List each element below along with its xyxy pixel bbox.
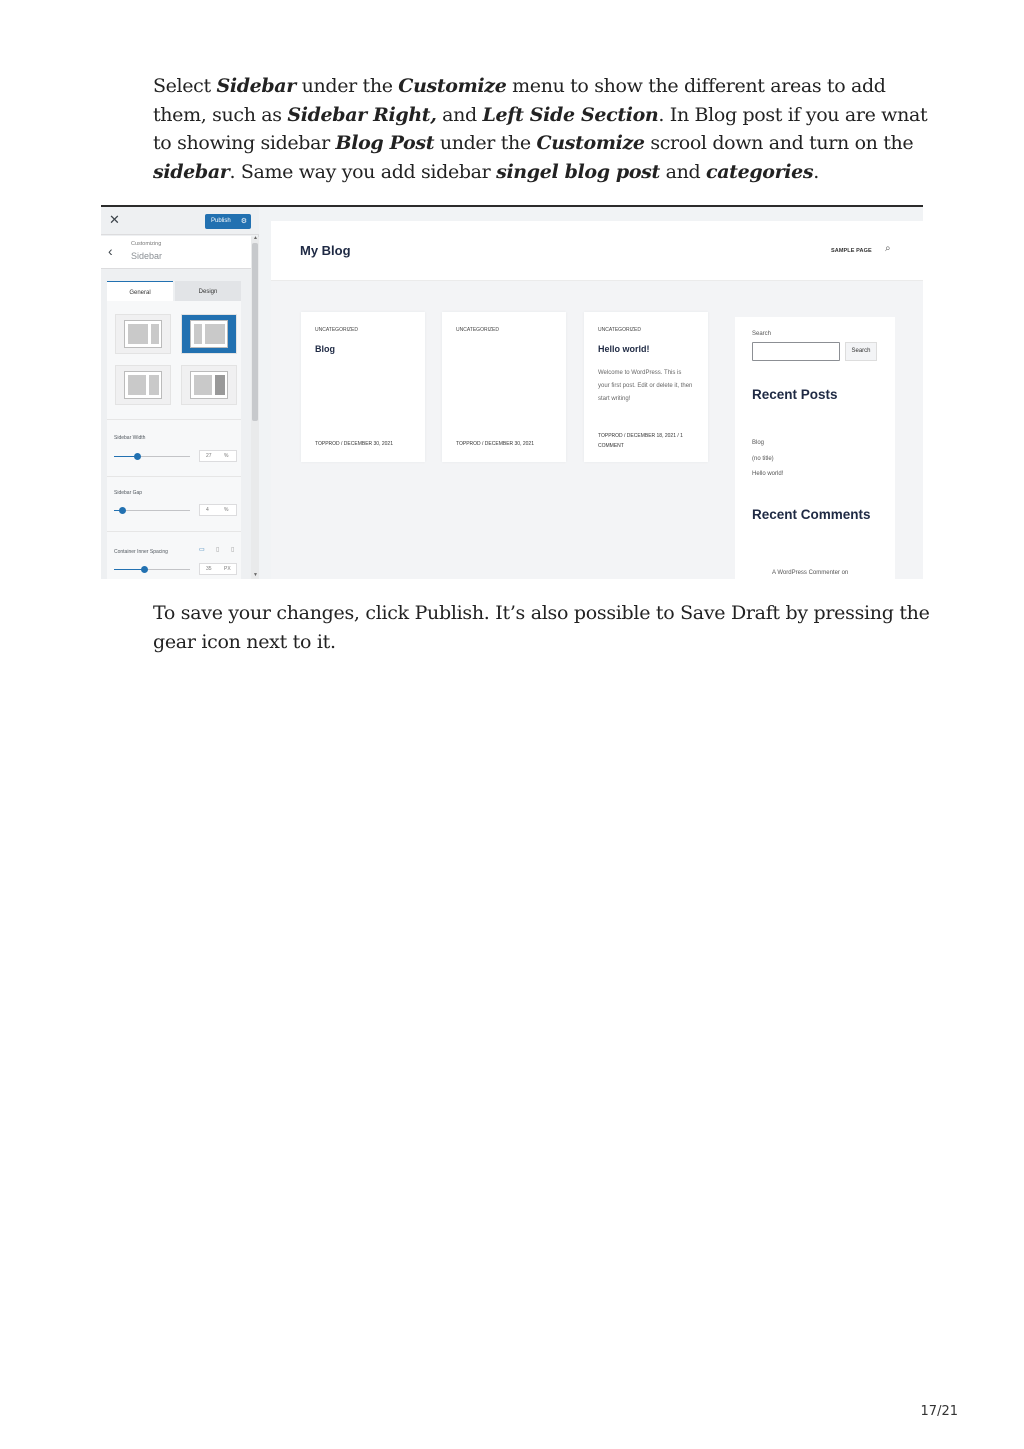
emphasis-singel-blog-post: singel blog post (496, 160, 660, 183)
recent-comment-link[interactable]: A WordPress Commenter on (772, 570, 849, 576)
emphasis-left-side-section: Left Side Section (482, 103, 659, 126)
sidebar-gap-input[interactable]: 4 % (199, 504, 237, 516)
recent-post-link[interactable]: (no title) (752, 456, 774, 462)
customizer-topbar (101, 207, 259, 235)
sidebar-gap-label: Sidebar Gap (114, 490, 143, 496)
outro-paragraph: To save your changes, click Publish. It’s also possible to Save Draft by pressing the gear icon next to it. (153, 602, 930, 653)
post-card[interactable] (442, 312, 566, 462)
desktop-icon[interactable]: ▭ (199, 547, 205, 553)
divider (107, 531, 241, 532)
emphasis-customize-2: Customize (536, 132, 645, 154)
emphasis-categories: categories (706, 160, 814, 183)
customizer-tabs (107, 281, 241, 301)
layout-option-sidebar-left[interactable] (181, 314, 237, 354)
sidebar-width-label: Sidebar Width (114, 435, 146, 441)
post-card[interactable] (584, 312, 708, 462)
recent-post-link[interactable]: Hello world! (752, 471, 784, 477)
publish-label: Publish (211, 218, 231, 224)
recent-post-link[interactable]: Blog (752, 440, 765, 446)
chevron-left-icon[interactable]: ‹ (108, 243, 113, 259)
emphasis-sidebar: Sidebar (216, 75, 296, 97)
customizer-section-header (101, 236, 251, 269)
inner-spacing-input[interactable]: 35 PX (199, 563, 237, 575)
tab-general[interactable]: General (107, 281, 173, 301)
customizer-options (107, 301, 241, 579)
site-logo[interactable]: My Blog (300, 243, 351, 258)
customizer-screenshot (101, 205, 923, 579)
layout-option-sidebar-right[interactable] (115, 314, 171, 354)
recent-posts-heading: Recent Posts (752, 387, 838, 402)
section-title: Sidebar (131, 251, 163, 261)
sidebar-width-input[interactable]: 27 % (199, 450, 237, 462)
tablet-icon[interactable]: ▯ (216, 547, 220, 553)
post-excerpt: Welcome to WordPress. This is your first post. Edit or delete it, then start writing! (598, 370, 693, 402)
search-icon[interactable]: ⌕ (885, 243, 891, 254)
tab-design[interactable]: Design (175, 281, 241, 301)
site-header (271, 221, 923, 281)
post-title[interactable]: Hello world! (598, 344, 650, 354)
intro-paragraph: Select Sidebar under the Customize menu to show the different areas to add them, such as Sidebar Right, and Left Side Section. In Blog post if you are wnat to showing sidebar Blog Post under the Customize scrool down and turn on the sidebar. Same way you add sidebar singel blog post and categories. (153, 75, 928, 183)
post-meta: TOPPROD / DECEMBER 18, 2021 / 1 COMMENT (598, 433, 683, 449)
divider (107, 419, 241, 420)
recent-comments-heading: Recent Comments (752, 507, 871, 522)
breadcrumb: Customizing (131, 241, 162, 247)
customizer-panel (101, 207, 259, 579)
panel-scrollbar[interactable] (251, 237, 259, 579)
mobile-icon[interactable]: ▯ (231, 547, 235, 553)
sidebar-gap-slider[interactable] (114, 510, 190, 511)
scroll-up-icon[interactable]: ▲ (253, 235, 258, 241)
emphasis-customize: Customize (398, 75, 507, 97)
layout-option-boxed-left[interactable] (181, 365, 237, 405)
scroll-down-icon[interactable]: ▼ (253, 572, 258, 578)
search-widget-label: Search (752, 331, 772, 337)
layout-option-boxed-right[interactable] (115, 365, 171, 405)
search-button[interactable]: Search (845, 342, 877, 361)
search-input[interactable] (752, 342, 840, 361)
scrollbar-thumb[interactable] (252, 243, 258, 421)
site-preview (271, 221, 923, 579)
emphasis-sidebar-2: sidebar (153, 160, 230, 183)
page-number: 17/21 (920, 1404, 958, 1419)
close-icon[interactable]: ✕ (109, 212, 120, 227)
post-card[interactable] (301, 312, 425, 462)
post-category[interactable]: UNCATEGORIZED (315, 327, 358, 333)
inner-spacing-slider[interactable] (114, 569, 190, 570)
post-category[interactable]: UNCATEGORIZED (456, 327, 499, 333)
divider (107, 476, 241, 477)
post-category[interactable]: UNCATEGORIZED (598, 327, 641, 333)
publish-button[interactable] (205, 214, 251, 229)
post-title[interactable]: Blog (315, 344, 335, 354)
nav-sample-page[interactable]: SAMPLE PAGE (831, 248, 872, 254)
emphasis-sidebar-right: Sidebar Right, (287, 103, 437, 126)
sidebar-width-slider[interactable] (114, 456, 190, 457)
inner-spacing-label: Container Inner Spacing (114, 549, 168, 555)
emphasis-blog-post: Blog Post (335, 132, 435, 154)
post-meta: TOPPROD / DECEMBER 30, 2021 (315, 441, 393, 447)
sidebar-widgets (735, 317, 895, 579)
post-meta: TOPPROD / DECEMBER 30, 2021 (456, 441, 534, 447)
gear-icon[interactable]: ⚙ (240, 218, 247, 225)
